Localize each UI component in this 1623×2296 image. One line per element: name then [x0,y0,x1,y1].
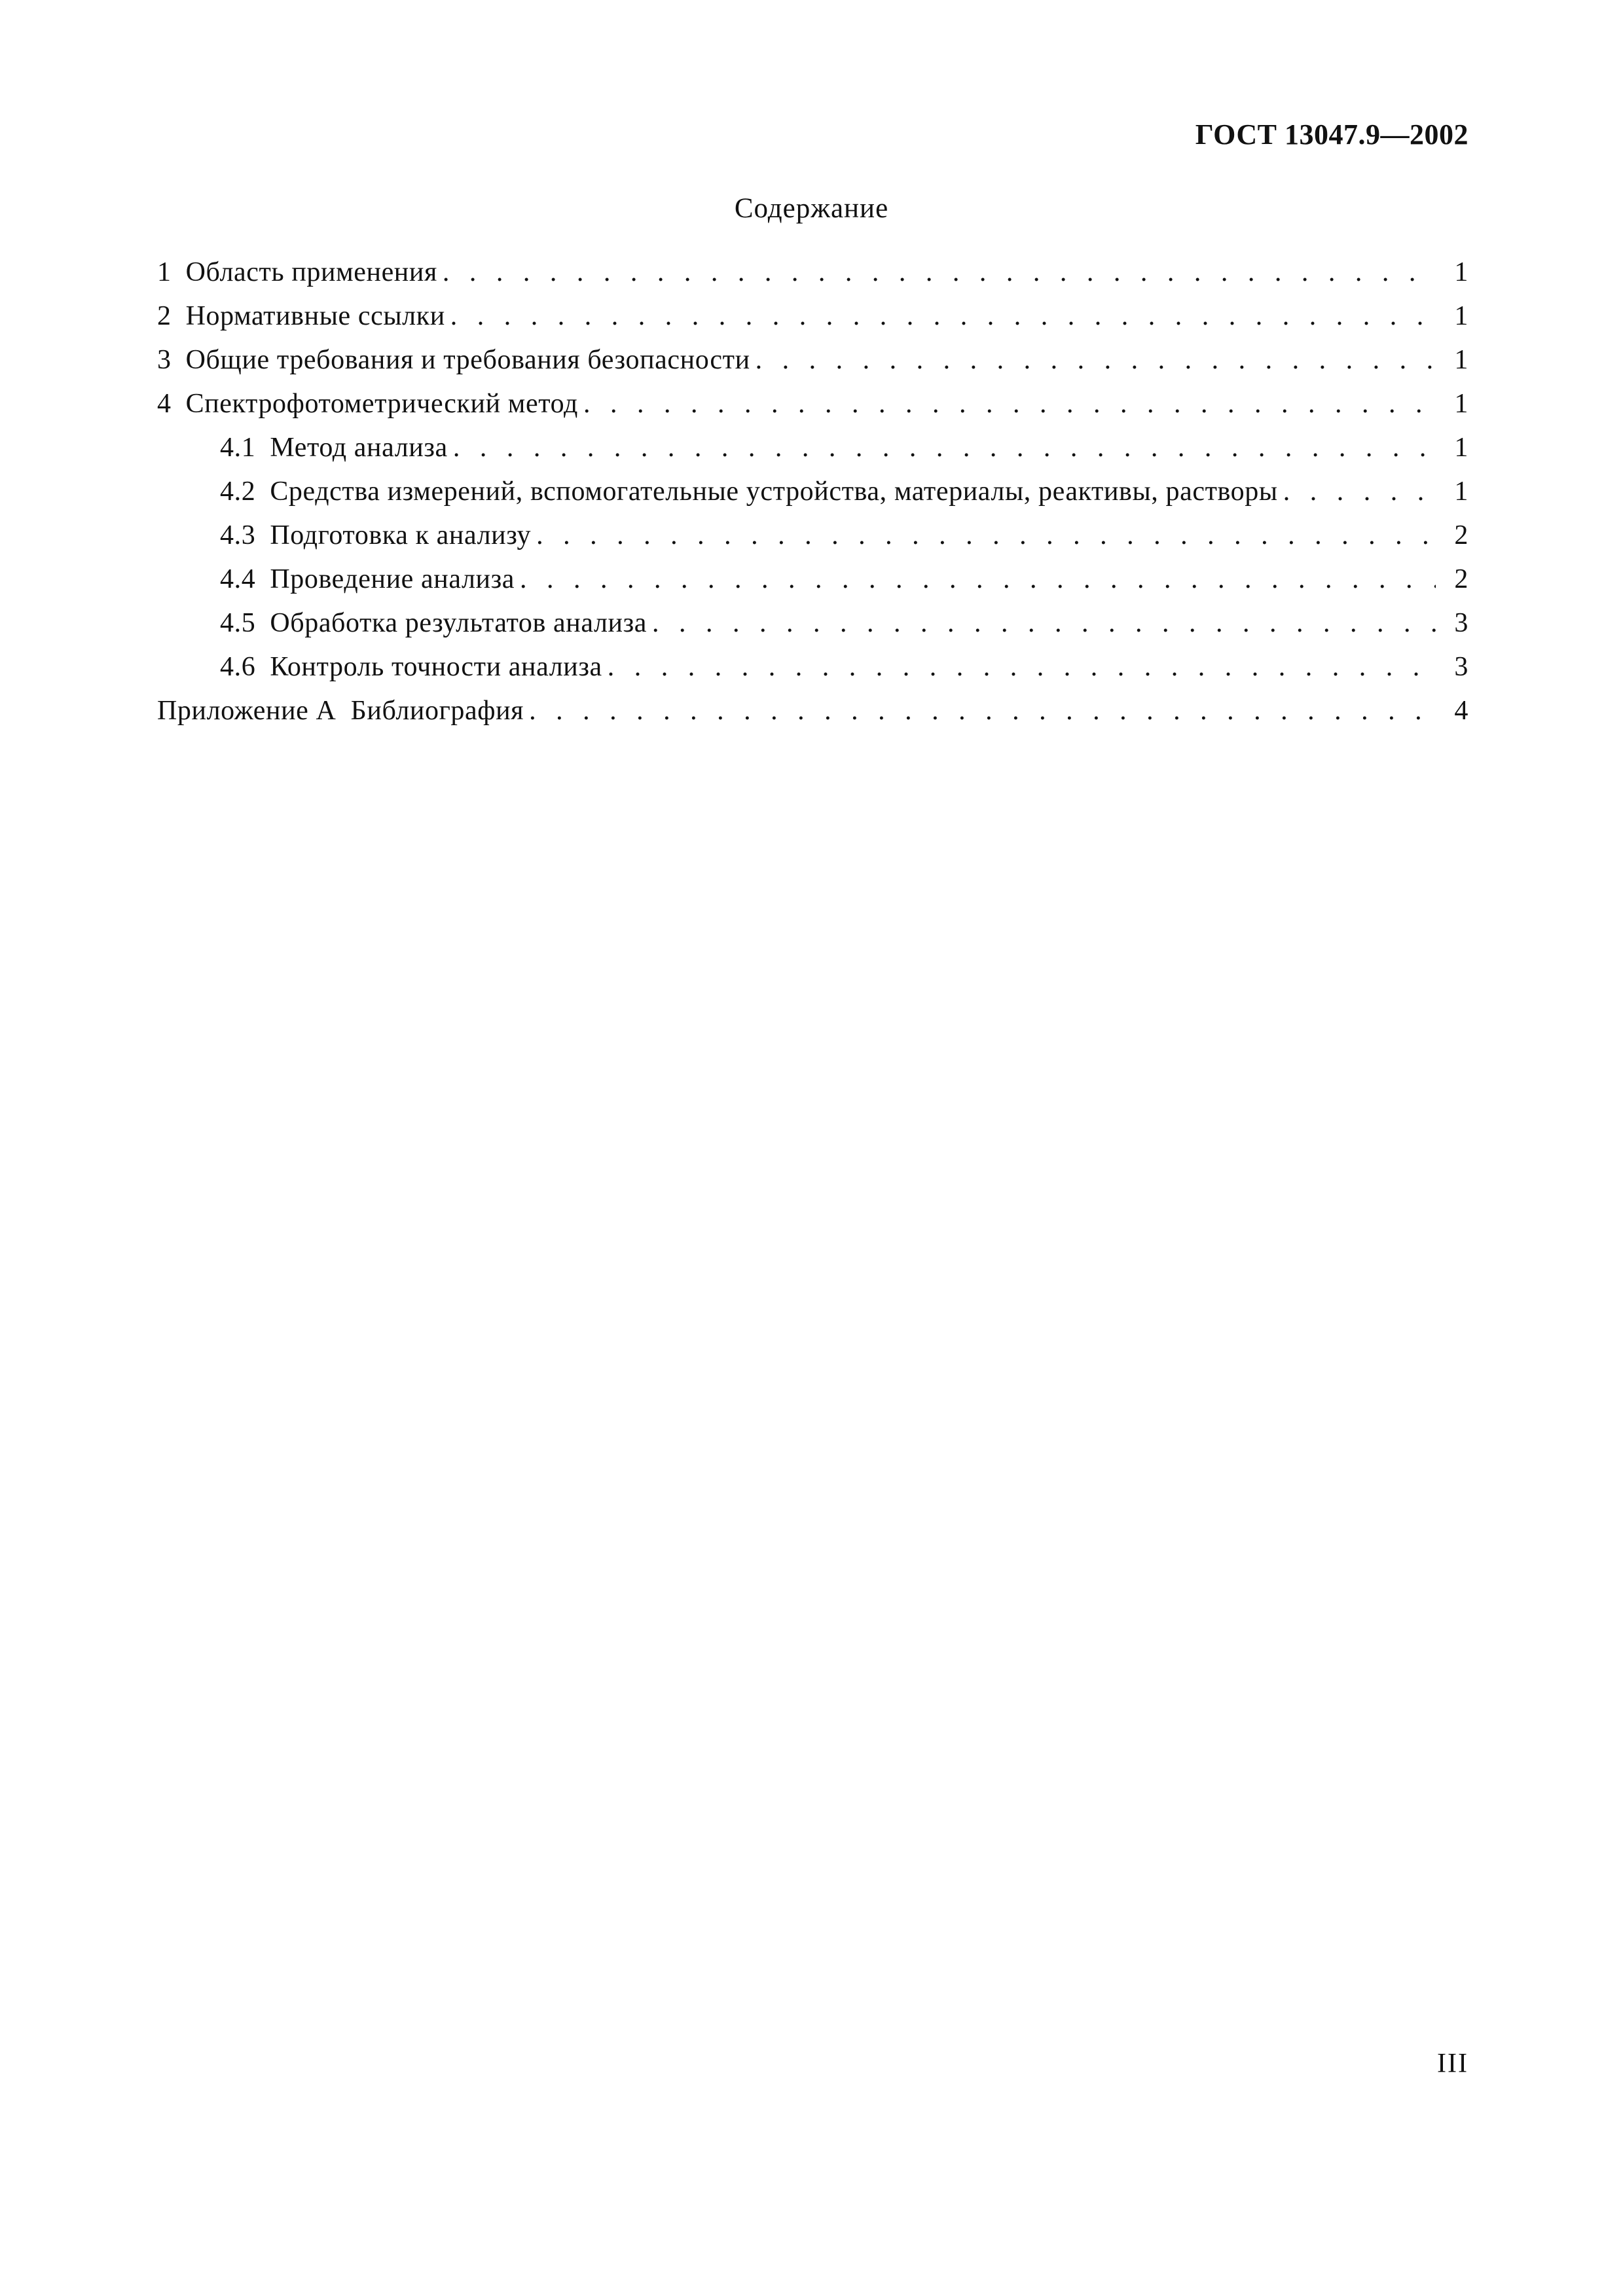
toc-entry-title: Обработка результатов анализа [270,608,647,638]
toc-entry-page: 4 [1454,696,1468,726]
toc-entry-number: 4 [157,389,172,419]
toc-entry-number: 4.6 [220,652,256,682]
toc-entry-page: 1 [1454,433,1468,463]
toc-entry-4-2[interactable] [157,470,1468,514]
dot-leader [450,295,1436,338]
toc-entry-title: Контроль точности анализа [270,652,602,682]
toc-entry-title: Средства измерений, вспомогательные устройства, материалы, реактивы, растворы [270,476,1278,507]
toc-entry-4-4[interactable] [157,558,1468,601]
toc-entry-page: 1 [1454,257,1468,287]
document-code: ГОСТ 13047.9—2002 [1195,118,1468,151]
dot-leader [520,558,1436,601]
toc-entry-4-1[interactable] [157,426,1468,470]
toc-entry-title: Подготовка к анализу [270,520,532,550]
toc-entry-number: 1 [157,257,172,287]
toc-entry-title: Нормативные ссылки [185,301,445,331]
toc-entry-page: 1 [1454,345,1468,375]
toc-entry-page: 3 [1454,652,1468,682]
toc-entry-number: 3 [157,345,172,375]
toc-entry-title: Приложение А Библиография [157,696,524,726]
dot-leader [756,338,1436,382]
toc-entry-4[interactable] [157,382,1468,426]
toc-entry-number: 4.4 [220,564,256,594]
toc-entry-title: Метод анализа [270,433,448,463]
toc-entry-title: Общие требования и требования безопасности [185,345,750,375]
page-number: III [1437,2049,1468,2079]
toc-entry-2[interactable] [157,295,1468,338]
dot-leader [536,514,1436,558]
toc-entry-page: 1 [1454,301,1468,331]
dot-leader [529,689,1436,733]
toc-entry-page: 2 [1454,520,1468,550]
dot-leader [1283,470,1436,514]
toc-entry-3[interactable] [157,338,1468,382]
dot-leader [608,645,1436,689]
dot-leader [453,426,1436,470]
toc-entry-appendix-a[interactable] [157,689,1468,733]
toc-entry-title: Проведение анализа [270,564,515,594]
toc-entry-number: 4.1 [220,433,256,463]
toc-entry-4-6[interactable] [157,645,1468,689]
toc-entry-page: 3 [1454,608,1468,638]
toc-entry-number: 2 [157,301,172,331]
toc-entry-number: 4.5 [220,608,256,638]
toc-entry-page: 1 [1454,389,1468,419]
toc-entry-1[interactable] [157,251,1468,295]
toc-entry-number: 4.3 [220,520,256,550]
toc-entry-page: 2 [1454,564,1468,594]
toc-entry-4-3[interactable] [157,514,1468,558]
dot-leader [443,251,1436,295]
toc-entry-number: 4.2 [220,476,256,507]
dot-leader [652,601,1436,645]
table-of-contents [157,251,1468,733]
toc-entry-title: Спектрофотометрический метод [185,389,578,419]
toc-title: Содержание [734,193,889,224]
toc-entry-title: Область применения [185,257,437,287]
toc-entry-4-5[interactable] [157,601,1468,645]
dot-leader [583,382,1436,426]
toc-entry-page: 1 [1454,476,1468,507]
